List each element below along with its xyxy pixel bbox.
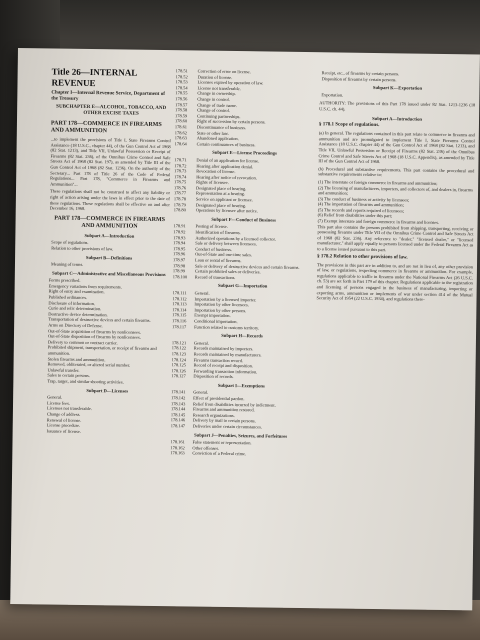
section-number: 178.71 (174, 157, 187, 163)
section-178-1-list (318, 179, 475, 226)
subpart-i-heading: Subpart I—Exemptions (217, 382, 265, 389)
toc-row (174, 207, 314, 215)
toc-item: False statement or representation. (192, 439, 252, 446)
toc-item: Change in ownership. (197, 90, 236, 97)
subpart-b-heading: Subpart B—Definitions (85, 254, 133, 261)
toc-row (47, 378, 167, 385)
section-number: 178.114 (172, 306, 187, 313)
toc-item: Duration of license. (197, 74, 233, 80)
toc-item: Published ordinances. (48, 294, 88, 301)
toc-item: Revocation of license. (196, 168, 236, 175)
toc-row (172, 324, 312, 332)
section-number: 178.54 (175, 84, 188, 91)
toc-item: Firearms and ammunition restored. (192, 406, 255, 413)
toc-row (47, 428, 167, 435)
section-number: 178.95 (173, 245, 186, 252)
toc-item: Change of control. (197, 107, 230, 114)
section-number: 178.77 (173, 190, 187, 196)
toc-item: Arms on Directory of Defense. (48, 322, 103, 329)
section-number: 178.61 (174, 124, 188, 130)
toc-item: Continuing partnerships. (197, 113, 241, 119)
toc-item: Renewal of license. (46, 416, 82, 423)
section-178-2-heading: § 178.2 Relation to other provisions of law. (317, 253, 408, 261)
toc-item: Denial of an application for license. (196, 157, 260, 164)
subpart-d-list (47, 395, 168, 436)
section-number: 178.163 (170, 450, 185, 456)
toc-item: Records maintained by importers. (193, 345, 254, 352)
section-number: 178.56 (175, 96, 188, 102)
toc-item: (2) The licensing of manufacturers, importers, and collectors of, and dealers in, firearms and ammunition; (317, 184, 473, 196)
toc-item: Deliveries under certain circumstances. (192, 423, 263, 430)
toc-item: Exempt importation. (194, 312, 231, 319)
toc-item: Certain prohibited sales or deliveries. (194, 268, 261, 275)
document-title: Title 26—INTERNAL REVENUE (51, 66, 137, 89)
section-number: 178.96 (173, 251, 186, 257)
toc-item: Change of address. (46, 411, 81, 417)
toc-item: General. (194, 290, 210, 296)
toc-item: Scope of regulations. (51, 239, 89, 246)
toc-item: General. (193, 389, 209, 396)
subpart-d-heading: Subpart D—Licenses (86, 387, 129, 394)
toc-item: Conviction of a Federal crime. (192, 450, 247, 457)
subpart-h-list (171, 340, 312, 381)
toc-item: Change in control. (197, 96, 230, 102)
toc-item: Sale or delivery between licensees. (195, 240, 257, 247)
subpart-c-heading: Subpart C—Administrative and Miscellaneous Provisions (52, 270, 166, 277)
document-page (10, 48, 480, 610)
section-number: 178.122 (171, 345, 187, 351)
toc-item: Operations by licensee after notice. (195, 207, 258, 214)
section-number: 178.124 (171, 356, 186, 362)
section-number: 178.63 (174, 135, 187, 141)
toc-item: Right of succession by certain persons. (196, 118, 266, 125)
toc-item: Prohibited shipment, transportation, or receipt of firearms and ammunition. (47, 344, 157, 356)
toc-item: Disclosure of information. (48, 300, 95, 306)
subpart-i-list (171, 390, 312, 431)
section-number: 178.145 (170, 412, 186, 418)
section-number: 178.113 (172, 301, 187, 307)
toc-item: (7) Exempt interstate and foreign commerce in firearms and licenses. (317, 218, 440, 225)
toc-item: Change of trade name. (197, 102, 238, 108)
subpart-j-list (170, 439, 310, 458)
section-number: 178.142 (171, 395, 186, 401)
section-number: 178.58 (175, 107, 188, 113)
section-number: 178.121 (171, 339, 187, 346)
section-number: 178.111 (172, 290, 187, 296)
section-number: 178.80 (173, 207, 186, 213)
left-column (47, 66, 172, 435)
effective-paragraph: These regulations shall not be construed to affect any liability or right of action arising under the laws in effect prior to the date of these regulations. These regulations shall be effective on and after December 16, 1968. (49, 188, 171, 212)
toc-item: Meaning of terms. (50, 261, 84, 268)
part-heading: PART 178—COMMERCE IN FIREARMS AND AMMUNITION (50, 120, 162, 135)
toc-item: Sale or delivery of destructive devices and certain firearms. (194, 263, 300, 270)
section-number: 178.51 (175, 68, 188, 74)
section-number: 178.62 (174, 129, 187, 135)
toc-item: Out-of-State acquisition of firearms by nonlicensees. (48, 328, 142, 335)
section-number: 178.53 (175, 79, 188, 85)
section-number: 178.73 (174, 168, 187, 174)
toc-item: Trap, target, and similar shooting activities. (47, 378, 124, 385)
toc-item: General. (193, 340, 209, 346)
toc-item: Posting of license. (195, 223, 228, 230)
toc-item: Removed, obliterated, or altered serial number. (47, 361, 131, 368)
subpart-a-heading: Subpart A—Introduction (84, 232, 135, 239)
section-number: 178.112 (172, 295, 187, 301)
toc-item: Delivery to common or contract carrier. (47, 339, 118, 346)
middle-column (170, 68, 315, 458)
authority-note: AUTHORITY: The provisions of this Part 178 issued under 82 Stat. 1213-1236 (18 U.S.C. ch. 44). (319, 100, 476, 112)
toc-item: Sales to certain persons. (47, 372, 90, 379)
toc-item: Importation by other licensees. (194, 301, 249, 308)
toc-item: Hearing after notice of revocation. (196, 174, 257, 181)
section-number: 178.78 (173, 196, 187, 202)
section-number: 178.141 (171, 389, 186, 395)
toc-row (171, 423, 311, 431)
toc-item: Transportation of destructive devices and certain firearms. (48, 316, 151, 324)
section-number: 178.143 (171, 400, 186, 407)
toc-row (175, 141, 315, 149)
toc-item: Authorized operations by a licensed collector. (195, 235, 276, 242)
section-number: 178.117 (172, 323, 187, 329)
toc-item: Curio and relic determination. (48, 305, 102, 312)
toc-item: Identification of firearms. (195, 229, 241, 236)
section-number: 178.59 (175, 112, 188, 119)
toc-item: Importation by other persons. (194, 307, 247, 313)
toc-item: Other offenses. (192, 445, 220, 451)
subpart-c-list (47, 278, 168, 386)
section-number: 178.146 (170, 417, 186, 423)
toc-item: Record of transactions. (194, 274, 236, 280)
toc-item: (6) Relief from disabilities under this part; (317, 212, 393, 219)
section-178-1-tail: This part also contains the persons prohibited from shipping, transporting, receiving or possessing firearms under Title VII of the Omnibus Crime Control and Safe Streets Act of 1968 (82 Stat. 236). Any reference to "dealer," "licensed dealer," or "licensed manufacturer," shall apply equally to persons licensed under the Federal Firearms Act as to a license issued pursuant to this part. (317, 223, 474, 253)
subpart-g-heading: Subpart G—Importation (217, 283, 268, 289)
section-number: 178.57 (175, 101, 188, 107)
section-number: 178.100 (172, 273, 188, 280)
toc-item: Receipt, etc., of firearms by certain persons. (321, 70, 400, 77)
toc-item: Destructive device determination. (48, 311, 108, 318)
middle-top-list (175, 68, 316, 148)
toc-item: Conditional importation. (194, 318, 238, 325)
toc-item: Disposition of records. (193, 373, 234, 380)
right-column (316, 70, 475, 305)
toc-item: Effect of presidential pardon. (193, 395, 245, 402)
section-number: 178.79 (173, 201, 186, 208)
part-heading-repeat: PART 178—COMMERCE IN FIREARMS AND AMMUNITION (54, 215, 166, 230)
section-number: 178.115 (172, 312, 187, 318)
toc-item: Representation at a hearing. (195, 190, 246, 197)
section-178-1-text: (a) In general. The regulations contained in this part relate to commerce in firearms and ammunition and are promulgated to implement Title I, State Firearms Control Assistance (18 U.S.C. chapter 44) of the Gun Control Act of 1968 (82 Stat. 1213), and Title VII, Unlawful Possession or Receipt of Firearms (82 Stat. 236) of the Omnibus Crime Control and Safe Streets Act of 1968 (18 U.S.C. Appendix), as amended by Title III of the Gun Control Act of 1968. (318, 130, 475, 165)
toc-item: Record of receipt and disposition. (193, 362, 254, 369)
toc-item: Certain continuances of business. (196, 141, 256, 148)
section-number: 178.91 (173, 223, 186, 229)
subpart-a-intro-heading: Subpart A—Introduction (372, 115, 422, 122)
section-number: 178.123 (171, 351, 187, 357)
section-number: 178.125 (171, 362, 186, 368)
toc-item: Out-of-State disposition of firearms by nonlicensees. (47, 333, 141, 340)
toc-item: Function related to customs territory. (194, 324, 260, 330)
toc-item: Issuance of license. (46, 428, 81, 434)
toc-item: Correction of error on license. (197, 68, 251, 75)
section-number: 178.161 (170, 439, 185, 445)
subchapter-heading: SUBCHAPTER E—ALCOHOL, TOBACCO, AND OTHER EXCISE TAXES (56, 104, 167, 117)
toc-item: Relief from disabilities incurred by indictment. (193, 401, 276, 408)
section-number: 178.98 (172, 262, 186, 268)
subpart-k-heading: Subpart K—Exportation (372, 85, 423, 91)
subpart-e-heading: Subpart E—License Proceedings (212, 150, 277, 156)
toc-item: General. (47, 394, 63, 400)
toc-item: Unlawful transfer. (47, 367, 80, 373)
toc-item: Exportation. (321, 92, 344, 98)
toc-item: State or other law. (196, 130, 229, 136)
toc-item: Emergency variations from requirements. (48, 283, 122, 290)
toc-item: Stolen firearms and ammunition. (47, 356, 106, 362)
toc-item: Service on applicant or licensee. (195, 196, 253, 203)
chapter-heading: Chapter I—Internal Revenue Service, Department of the Treasury (51, 90, 165, 102)
section-number: 178.76 (174, 185, 187, 191)
toc-item: License not transferable. (197, 85, 241, 91)
toc-row (171, 373, 311, 381)
section-number: 178.126 (171, 367, 186, 374)
section-number: 178.144 (170, 406, 186, 412)
section-number: 178.75 (174, 179, 187, 185)
toc-item: Delivery by mail to certain persons. (192, 417, 256, 424)
toc-item: Discontinuance of business. (196, 124, 247, 131)
toc-item: Records maintained by manufacturers. (193, 351, 262, 358)
section-178-1-heading: § 178.1 Scope of regulations. (318, 122, 380, 129)
toc-row (173, 274, 313, 282)
section-178-1-b: (b) Procedural and substantive requirements. This part contains the procedural and substantive requirements relative to: (318, 165, 475, 178)
section-number: 178.92 (173, 229, 186, 235)
subpart-j-heading: Subpart J—Penalties, Seizures, and Forfeitures (194, 432, 288, 439)
intro-paragraph: ...to implement the provisions of Title I, State Firearms Control Assistance (18 U.S.C., chapter 44), of the Gun Control Act of 1968 (82 Stat. 1213), and Title VII, Unlawful Possession or Receipt of Firearms (82 Stat. 236), of the Omnibus Crime Control and Safe Streets Act of 1968 (82 Stat. 197), as amended by Title III of the Gun Control Act of 1968 (82 Stat. 1236). On the authority of the Secretary... Part 178 of Title 26 of the Code of Federal Regulations... Part 178, "Commerce in Firearms and Ammunition"... (50, 136, 171, 187)
section-number: 178.94 (173, 240, 186, 246)
toc-item: Abandoned application. (196, 135, 239, 142)
toc-item: Licenses not transferable. (46, 405, 93, 412)
toc-item: Licenses expired by operation of law. (197, 79, 264, 86)
subpart-f-heading: Subpart F—Conduct of Business (211, 216, 276, 223)
section-number: 178.55 (175, 90, 188, 96)
subpart-g-list (172, 290, 313, 331)
section-number: 178.64 (174, 140, 187, 147)
toc-item: Research organizations. (192, 412, 235, 418)
section-number: 178.60 (174, 118, 188, 124)
toc-row (170, 451, 310, 459)
section-number: 178.93 (173, 234, 186, 240)
section-number: 178.127 (171, 373, 186, 379)
subpart-f-list (173, 224, 314, 282)
toc-item: Firearms transaction record. (193, 356, 244, 363)
section-number: 178.99 (172, 268, 186, 274)
toc-item: Forwarding transaction information. (193, 368, 258, 375)
toc-item: (1) The interstate or foreign commerce in firearms and ammunition; (318, 179, 438, 186)
toc-item: Out-of-State and one-time sales. (195, 251, 252, 258)
toc-item: Disposition of firearms by certain persons. (321, 75, 397, 82)
toc-item: Importation by a licensed importer. (194, 296, 257, 302)
toc-item: Right of entry and examination. (48, 288, 105, 295)
toc-item: (4) The importation of firearms and ammunition; (317, 201, 404, 208)
toc-item: Rights of licensee. (196, 179, 229, 186)
toc-item: Designated place of hearing. (196, 185, 247, 192)
toc-item: Hearing after application denial. (196, 163, 254, 169)
toc-item: Designated place of hearing. (195, 202, 247, 208)
toc-item: Relation to other provisions of law. (51, 245, 114, 252)
toc-item: License procedure. (46, 422, 81, 429)
section-178-2-text: The provisions in this part are in addition to, and are not in lieu of, any other provision of law, or regulations, respecting commerce in firearms or ammunition. For example, regulations applicable to traffic in firearms under the National Firearms Act (26 U.S.C. ch. 53) are set forth in Part 179 of this chapter. Regulations applicable to the registration and licensing of persons engaged in the business of manufacturing, importing or exporting arms, ammunition or implements of war under section 414 of the Mutual Security Act of 1954 (22 U.S.C. 1934), and regulations there- (316, 261, 474, 302)
toc-item: Conduct of business. (195, 246, 232, 252)
toc-item: (3) The conduct of business or activity by licensees; (317, 195, 410, 203)
section-number: 178.162 (170, 444, 185, 451)
subpart-h-heading: Subpart H—Records (221, 332, 263, 339)
section-number: 178.74 (174, 173, 187, 180)
toc-item: Forms prescribed. (48, 277, 81, 284)
section-number: 178.72 (174, 162, 187, 168)
subpart-e-list (174, 157, 315, 215)
toc-item: Loan or rental of firearms. (195, 257, 242, 264)
section-number: 178.116 (172, 318, 187, 324)
toc-item: License fees. (47, 400, 71, 406)
section-number: 178.52 (175, 73, 188, 79)
toc-item: (5) The records and reports required of licensees; (317, 207, 405, 214)
section-number: 178.97 (173, 257, 186, 263)
section-number: 178.147 (170, 423, 186, 429)
